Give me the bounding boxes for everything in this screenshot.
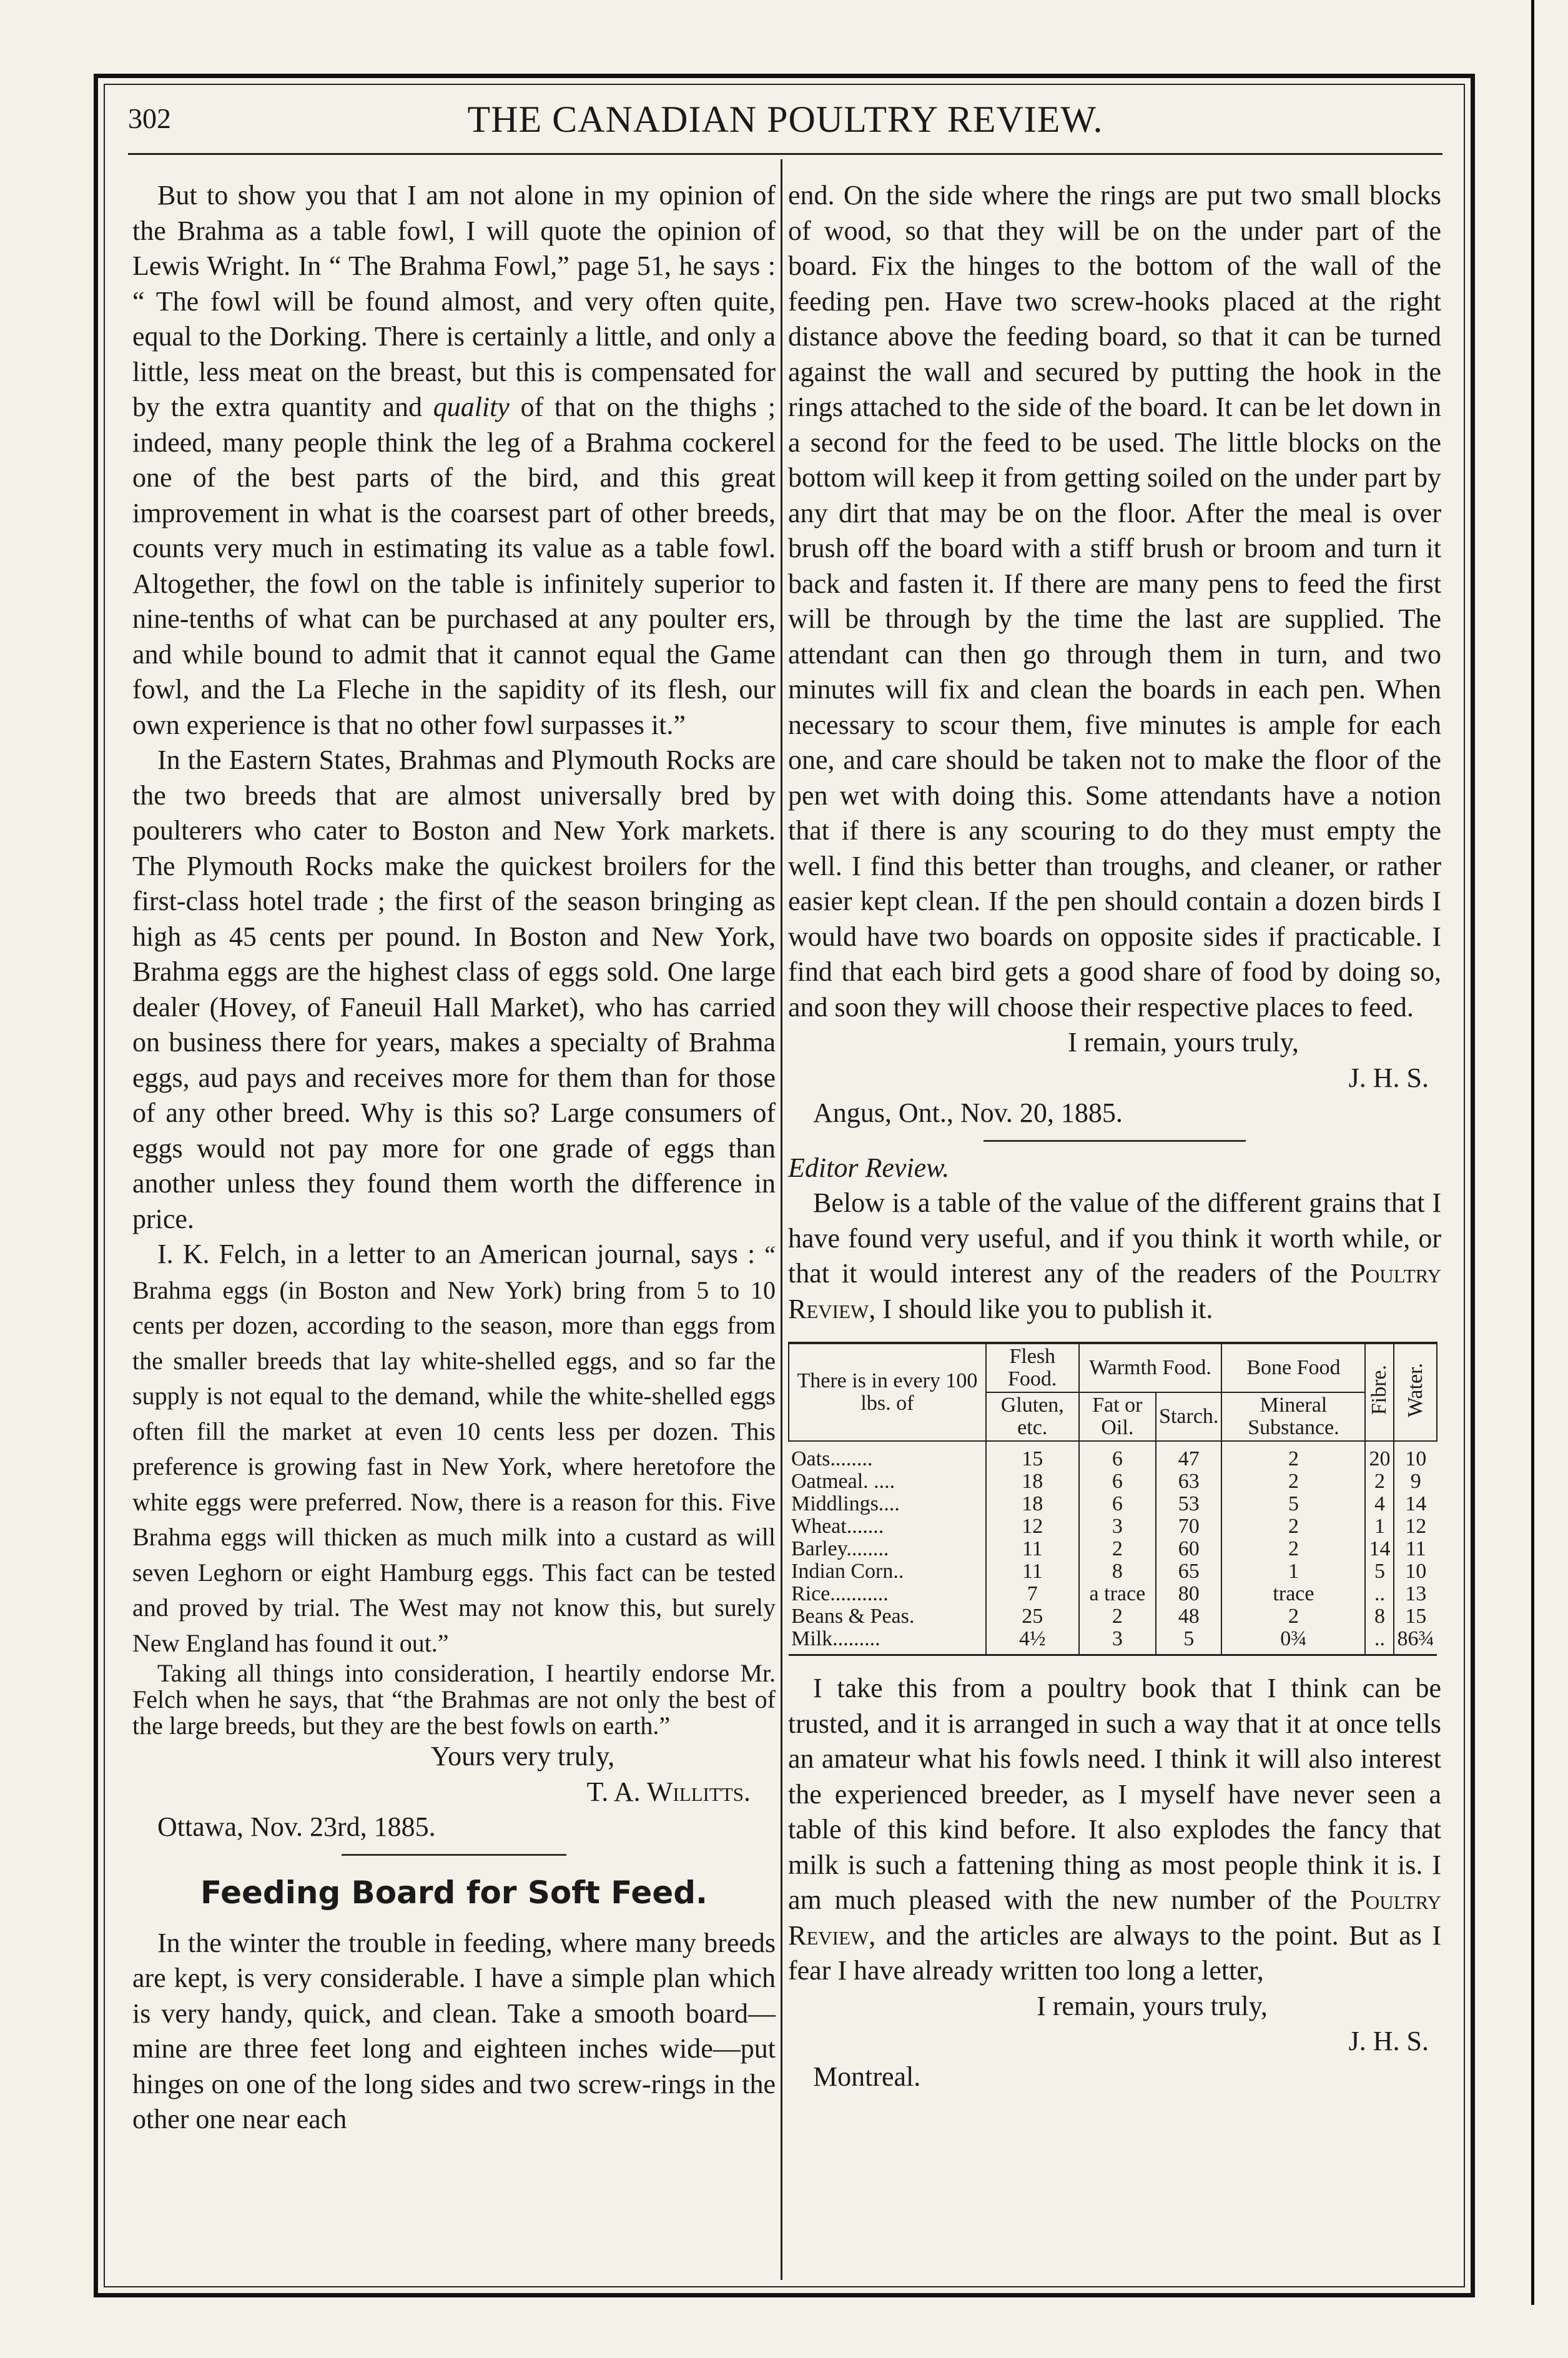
signature: J. H. S. <box>1348 2026 1429 2056</box>
text: I take this from a poultry book that I think can be trusted, and it is arranged in such a way that it at once tells an amateur what his fowls need. I think it will also interest the experienced breeder, as I myself have never seen a table of this kind before. It also explodes the fancy that milk is such a fattening thing as most people think it is. I am much pleased with the new number of the <box>788 1673 1441 1915</box>
table-cell: 53 <box>1156 1493 1221 1515</box>
row-header: There is in every 100 lbs. of <box>789 1343 986 1441</box>
separator-rule <box>984 1140 1246 1142</box>
table-cell: 4½ <box>986 1628 1079 1655</box>
closing: I remain, yours truly, <box>1037 1990 1268 2021</box>
table-cell: .. <box>1365 1583 1394 1605</box>
running-title: THE CANADIAN POULTRY REVIEW. <box>467 99 1103 140</box>
table-row <box>789 1628 1437 1655</box>
signature: T. A. Willitts. <box>586 1776 751 1807</box>
table-cell: a trace <box>1079 1583 1156 1605</box>
table-body <box>789 1441 1437 1655</box>
table-cell: 5 <box>1221 1493 1365 1515</box>
column-header <box>1365 1343 1394 1441</box>
column-header <box>1394 1343 1437 1441</box>
page-header <box>128 91 1442 147</box>
table-cell: 5 <box>1156 1628 1221 1655</box>
page-number: 302 <box>128 102 171 134</box>
table-cell: 6 <box>1079 1493 1156 1515</box>
row-label: Rice........... <box>791 1582 889 1605</box>
table-cell: 3 <box>1079 1628 1156 1655</box>
row-label: Barley........ <box>791 1537 889 1560</box>
place: Montreal. <box>813 2061 921 2092</box>
table-cell: 47 <box>1156 1441 1221 1470</box>
table-cell: 80 <box>1156 1583 1221 1605</box>
table-cell: 48 <box>1156 1605 1221 1628</box>
row-label: Indian Corn.. <box>791 1560 904 1583</box>
right-column <box>788 178 1441 2094</box>
table-cell: 15 <box>1394 1605 1437 1628</box>
table-cell: 13 <box>1394 1583 1437 1605</box>
separator-rule <box>342 1854 566 1856</box>
table-row <box>789 1583 1437 1605</box>
row-label: Beans & Peas. <box>791 1605 915 1628</box>
column-header: Mineral Substance. <box>1221 1392 1365 1441</box>
section-title: Feeding Board for Soft Feed. <box>200 1874 708 1911</box>
closing: Yours very truly, <box>430 1741 615 1771</box>
row-label: Milk......... <box>789 1628 986 1655</box>
publication-name: Poultry Review, <box>788 1258 1442 1324</box>
table-row <box>789 1493 1437 1515</box>
header-rule <box>128 153 1442 155</box>
quotation: “ Brahma eggs (in Boston and New York) bring from 5 to 10 cents per dozen, according to the season, more than eggs from the smaller breeds that lay white-shelled eggs, and so far the supply is not equal to the demand, while the white-shelled eggs often fill the market at even 10 cents less per dozen. This preference is growing fast in New York, where heretofore the white eggs were preferred. Now, there is a reason for this. Five Brahma eggs will thicken as much milk into a custard as will seven Leghorn or eight Hamburg eggs. This fact can be tested and proved by trial. The West may not know this, but surely New England has found it out.” <box>132 1241 776 1657</box>
table-cell: 8 <box>1079 1560 1156 1583</box>
table-cell: 12 <box>1394 1515 1437 1538</box>
table-row <box>789 1560 1437 1583</box>
row-label: Middlings.... <box>791 1492 900 1515</box>
table-cell: trace <box>1221 1583 1365 1605</box>
table-cell: 2 <box>1221 1441 1365 1470</box>
row-label: Oats........ <box>791 1447 873 1470</box>
table-cell: .. <box>1365 1628 1394 1655</box>
closing: I remain, yours truly, <box>1068 1027 1299 1058</box>
column-header-text: Water. <box>1403 1362 1427 1417</box>
table-cell: 70 <box>1156 1515 1221 1538</box>
dateline: Ottawa, Nov. 23rd, 1885. <box>157 1811 436 1842</box>
table-cell: 2 <box>1365 1470 1394 1493</box>
table-cell: 2 <box>1221 1605 1365 1628</box>
table-cell: 2 <box>1221 1538 1365 1560</box>
table-cell: 86¾ <box>1394 1628 1437 1655</box>
table-row <box>789 1538 1437 1560</box>
table-row <box>789 1605 1437 1628</box>
table-cell: 2 <box>1221 1515 1365 1538</box>
row-label: Oatmeal. .... <box>791 1470 895 1493</box>
table-cell: 2 <box>1079 1605 1156 1628</box>
column-header: Starch. <box>1156 1392 1221 1441</box>
table-cell: 63 <box>1156 1470 1221 1493</box>
paragraph <box>788 1671 1441 1989</box>
group-header: Bone Food <box>1221 1343 1365 1392</box>
dateline: Angus, Ont., Nov. 20, 1885. <box>813 1097 1123 1128</box>
text: Below is a table of the value of the different grains that I have found very useful, and if you think it worth while, or that it would interest any of the readers of the <box>788 1187 1441 1289</box>
table-cell: 20 <box>1365 1441 1394 1470</box>
group-header: Warmth Food. <box>1079 1343 1222 1392</box>
table-cell: 15 <box>986 1441 1079 1470</box>
signature: J. H. S. <box>1348 1062 1429 1093</box>
column-header: Fat or Oil. <box>1079 1392 1156 1441</box>
table-cell: 11 <box>1394 1538 1437 1560</box>
paragraph: Taking all things into consideration, I heartily endorse Mr. Felch when he says, that “the Brahmas are not only the best of the large breeds, but they are the best fowls on earth.” <box>132 1659 776 1740</box>
left-column <box>132 178 776 2138</box>
table-cell: 12 <box>986 1515 1079 1538</box>
paragraph: In the Eastern States, Brahmas and Plymouth Rocks are the two breeds that are almost universally bred by poulterers who cater to Boston and New York markets. The Plymouth Rocks make the quickest broilers for the first-class hotel trade ; the first of the season bringing as high as 45 cents per pound. In Boston and New York, Brahma eggs are the highest class of eggs sold. One large dealer (Hovey, of Faneuil Hall Market), who has carried on business there for years, makes a specialty of Brahma eggs, aud pays and receives more for them than for those of any other breed. Why is this so? Large consumers of eggs would not pay more for one grade of eggs than another unless they found them worth the difference in price. <box>132 745 776 1234</box>
paragraph: end. On the side where the rings are put two small blocks of wood, so that they will be on the under part of the board. Fix the hinges to the bottom of the wall of the feeding pen. Have two screw-hooks placed at the right distance above the feeding board, so that it can be turned against the wall and secured by putting the hook in the rings attached to the side of the board. It can be let down in a second for the feed to be used. The little blocks on the bottom will keep it from getting soiled on the under part by any dirt that may be on the floor. After the meal is over brush off the board with a stiff brush or broom and turn it back and fasten it. If there are many pens to feed the first will be through by the time the last are supplied. The attendant can then go through them in turn, and two minutes will fix and clean the boards in each pen. When necessary to scour them, five minutes is ample for each one, and care should be taken not to make the floor of the pen wet with doing this. Some attendants have a notion that if there is any scouring to do they must empty the well. I find this better than troughs, and cleaner, or rather easier kept clean. If the pen should contain a dozen birds I would have two boards on opposite sides if practicable. I find that each bird gets a good share of food by doing so, and soon they will choose their respective places to feed. <box>788 180 1441 1023</box>
paragraph: In the winter the trouble in feeding, where many breeds are kept, is very considerable. I have a simple plan which is very handy, quick, and clean. Take a smooth board—mine are three feet long and eighteen inches wide—put hinges on one of the long sides and two screw-rings in the other one near each <box>132 1927 776 2134</box>
paragraph <box>132 1237 776 1660</box>
group-header: Flesh Food. <box>986 1343 1079 1392</box>
table-cell: 65 <box>1156 1560 1221 1583</box>
table-cell: 4 <box>1365 1493 1394 1515</box>
food-value-table <box>788 1342 1437 1656</box>
table-cell: 10 <box>1394 1441 1437 1470</box>
table-cell: 6 <box>1079 1470 1156 1493</box>
row-label: Wheat....... <box>791 1515 884 1538</box>
table-cell: 11 <box>986 1538 1079 1560</box>
emphasis: quality <box>433 392 510 422</box>
text: I. K. Felch, in a letter to an American journal, says : <box>157 1239 756 1269</box>
table-cell: 10 <box>1394 1560 1437 1583</box>
table-cell: 2 <box>1221 1470 1365 1493</box>
table-cell: 5 <box>1365 1560 1394 1583</box>
editor-heading: Editor Review. <box>788 1152 950 1183</box>
table-cell: 1 <box>1365 1515 1394 1538</box>
table-cell: 11 <box>986 1560 1079 1583</box>
table-cell: 6 <box>1079 1441 1156 1470</box>
table-cell: 1 <box>1221 1560 1365 1583</box>
scan-edge-line <box>1531 0 1534 2305</box>
table-cell: 7 <box>986 1583 1079 1605</box>
table-cell: 18 <box>986 1493 1079 1515</box>
table-cell: 14 <box>1365 1538 1394 1560</box>
table-cell: 14 <box>1394 1493 1437 1515</box>
table-cell: 3 <box>1079 1515 1156 1538</box>
text: of that on the thighs ; indeed, many people think the leg of a Brahma cockerel one of the best parts of the bird, and this great improvement in what is the coarsest part of other breeds, counts very much in estimating its value as a table fowl. Altogether, the fowl on the table is infinitely superior to nine-tenths of what can be purchased at any poulter ers, and while bound to admit that it cannot equal the Game fowl, and the La Fleche in the sapidity of its flesh, our own experience is that no other fowl surpasses it.” <box>132 392 776 740</box>
paragraph <box>132 178 776 743</box>
column-header-text: Fibre. <box>1368 1364 1391 1415</box>
text: But to show you that I am not alone in my opinion of the Brahma as a table fowl, I will quote the opinion of Lewis Wright. In “ The Brahma Fowl,” page 51, he says : “ The fowl will be found almost, and very often quite, equal to the Dorking. There is certainly a little, and only a little, less meat on the breast, but this is compensated for by the extra quantity and <box>132 180 776 422</box>
table-cell: 2 <box>1079 1538 1156 1560</box>
table-row <box>789 1515 1437 1538</box>
paragraph <box>788 1186 1441 1327</box>
text: I should like you to publish it. <box>882 1293 1213 1324</box>
text: and the articles are always to the point. But as I fear I have already written too long a letter, <box>788 1920 1441 1986</box>
table-row <box>789 1470 1437 1493</box>
table-cell: 0¾ <box>1221 1628 1365 1655</box>
publication-name: Poultry Review, <box>788 1885 1441 1951</box>
column-divider <box>781 159 782 2280</box>
table-cell: 60 <box>1156 1538 1221 1560</box>
table-cell: 25 <box>986 1605 1079 1628</box>
table-cell: 8 <box>1365 1605 1394 1628</box>
table-cell: 9 <box>1394 1470 1437 1493</box>
column-header: Gluten, etc. <box>986 1392 1079 1441</box>
table-row <box>789 1441 1437 1470</box>
table-cell: 18 <box>986 1470 1079 1493</box>
